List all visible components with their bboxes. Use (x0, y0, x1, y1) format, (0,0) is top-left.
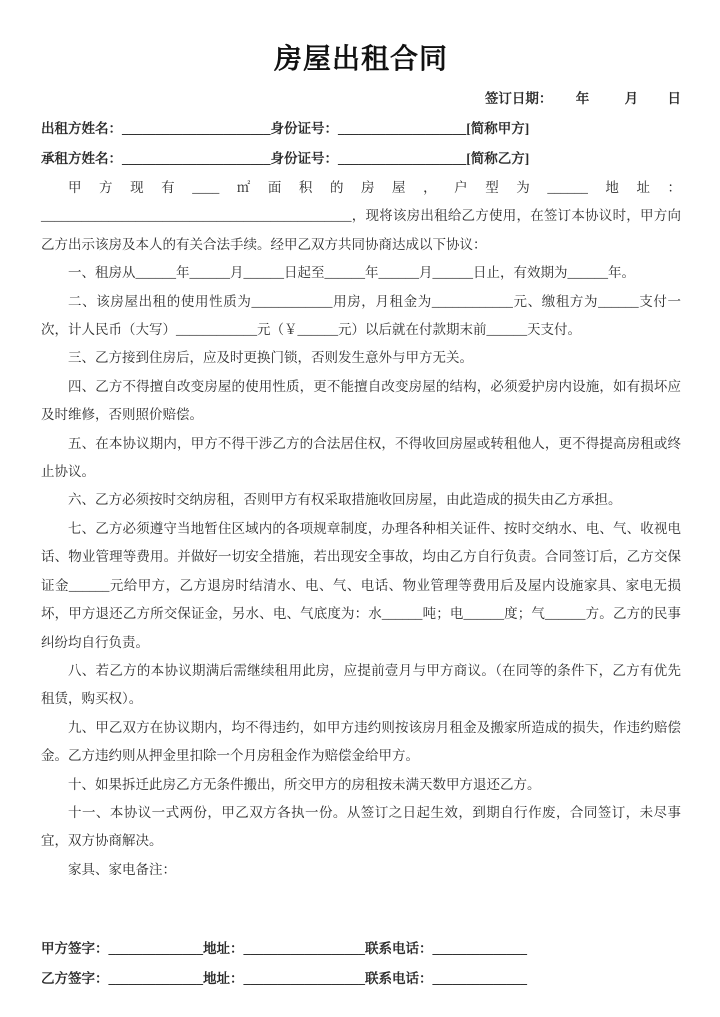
clause-5: 五、在本协议期内，甲方不得干涉乙方的合法居住权，不得收回房屋或转租他人，更不得提高房租或终止协议。 (41, 435, 681, 480)
sign-date-label: 签订日期： (484, 91, 553, 106)
sign-date-year-label: 年 (575, 91, 590, 106)
clause-2: 二、该房屋出租的使用性质为____________用房，月租金为____________元、缴租方为______支付一次，计人民币（大写）____________元（￥______元）以后就在付款期末前______天支付。 (41, 293, 681, 338)
clause-11: 十一、本协议一式两份，甲乙双方各执一份。从签订之日起生效，到期自行作废，合同签订，未尽事宜，双方协商解决。 (41, 804, 681, 849)
party-a-signature-line: 甲方签字：______________地址：__________________联系电话：______________ (41, 941, 527, 957)
party-b-signature-line: 乙方签字：______________地址：__________________联系电话：______________ (41, 971, 527, 987)
party-b-line: 承租方姓名：______________________身份证号：___________________[简称乙方] (41, 151, 530, 166)
clause-8: 八、若乙方的本协议期满后需继续租用此房，应提前壹月与甲方商议。（在同等的条件下，乙方有优先租赁，购买权）。 (41, 662, 681, 707)
clause-7: 七、乙方必须遵守当地暂住区域内的各项规章制度，办理各种相关证件、按时交纳水、电、气、收视电话、物业管理等费用。并做好一切安全措施，若出现安全事故，均由乙方自行负责。合同签订后，乙方交保证金______元给甲方，乙方退房时结清水、电、气、电话、物业管理等费用后及屋内设施家具、家电无损坏，甲方退还乙方所交保证金，另水、电、气底度为：水______吨；电______度；气______方。乙方的民事纠纷均自行负责。 (41, 520, 681, 650)
sign-date-line (41, 84, 681, 114)
party-a-line: 出租方姓名：______________________身份证号：___________________[简称甲方] (41, 121, 530, 136)
signature-block (41, 934, 681, 994)
furniture-notes-label: 家具、家电备注： (68, 861, 176, 877)
sign-date-day-label: 日 (667, 91, 681, 106)
clause-9: 九、甲乙双方在协议期内，均不得违约，如甲方违约则按该房月租金及搬家所造成的损失，作违约赔偿金。乙方违约则从押金里扣除一个月房租金作为赔偿金给甲方。 (41, 719, 681, 764)
clause-3: 三、乙方接到住房后，应及时更换门锁，否则发生意外与甲方无关。 (68, 350, 473, 366)
intro-paragraph: 甲方现有____㎡面积的房屋，户型为______地址：______________________________________________，现将该房出租给乙方使用，在签订本协议时，甲方向乙方出示该房及本人的有关合法手续。经甲乙双方共同协商达成以下协议： (41, 180, 681, 252)
clause-4: 四、乙方不得擅自改变房屋的使用性质，更不能擅自改变房屋的结构，必须爱护房内设施，如有损坏应及时维修，否则照价赔偿。 (41, 378, 681, 423)
sign-date-month-label: 月 (624, 91, 639, 106)
clause-10: 十、如果拆迁此房乙方无条件搬出，所交甲方的房租按未满天数甲方退还乙方。 (68, 776, 541, 792)
page-title: 房屋出租合同 (273, 44, 448, 75)
clause-1: 一、租房从______年______月______日起至______年______月______日止，有效期为______年。 (68, 265, 635, 281)
clause-6: 六、乙方必须按时交纳房租，否则甲方有权采取措施收回房屋，由此造成的损失由乙方承担。 (68, 492, 622, 508)
